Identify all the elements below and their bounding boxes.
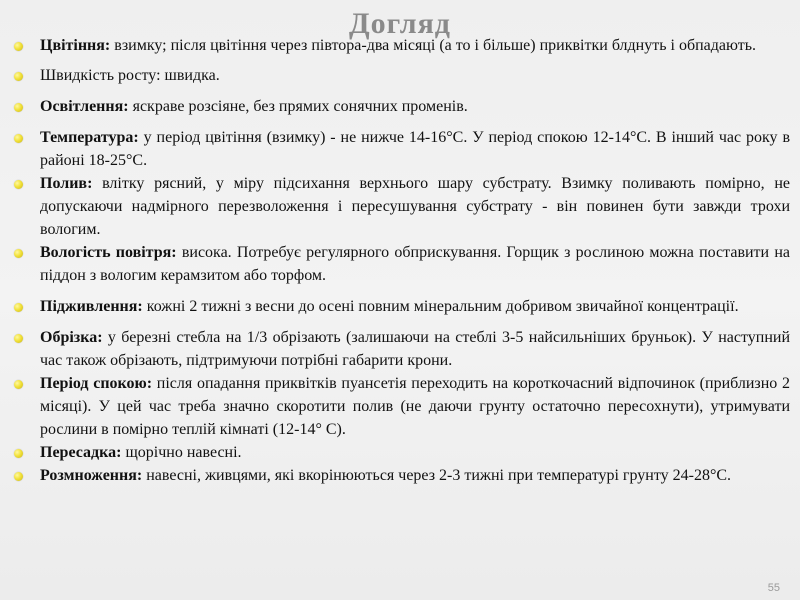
list-item-watering (14, 172, 790, 241)
item-label: Полив: (40, 175, 93, 192)
item-label: Розмноження: (40, 467, 143, 484)
list-item-repotting (14, 441, 790, 464)
item-label: Підживлення: (40, 298, 143, 315)
item-text: Швидкість росту: швидка. (40, 67, 220, 84)
list-item-lighting (14, 95, 790, 118)
item-text: щорічно навесні. (121, 444, 242, 461)
page-number: 55 (767, 582, 780, 594)
item-text: у березні стебла на 1/3 обрізають (залишаючи на стеблі 3-5 найсильніших бруньок). У наступний час також обрізають, підтримуючи потрібні габарити крони. (40, 329, 790, 369)
list-item-humidity (14, 241, 790, 287)
item-label: Цвітіння: (40, 37, 111, 54)
list-item-flowering (14, 34, 790, 57)
item-label: Пересадка: (40, 444, 122, 461)
item-label: Період спокою: (40, 375, 153, 392)
bullet-icon (14, 472, 23, 481)
item-text: у період цвітіння (взимку) - не нижче 14-16°С. У період спокою 12-14°С. В інший час року в районі 18-25°С. (40, 129, 790, 169)
item-text: взимку; після цвітіння через півтора-два місяці (а то і більше) приквітки блднуть і обпадають. (110, 37, 757, 54)
item-label: Обрізка: (40, 329, 103, 346)
bullet-icon (14, 449, 23, 458)
list-item-pruning (14, 326, 790, 372)
slide-title: Догляд (349, 7, 451, 40)
item-text: після опадання приквітків пуансетія переходить на короткочасний відпочинок (приблизно 2 місяці). У цей час треба значно скоротити полив (не даючи грунту остаточно пересохнути), утримувати рослини в помірно теплій кімнаті (12-14° С). (40, 375, 791, 438)
item-text: яскраве розсіяне, без прямих сонячних променів. (128, 98, 468, 115)
bullet-icon (14, 72, 23, 81)
item-text: влітку рясний, у міру підсихання верхнього шару субстрату. Взимку поливають помірно, не допускаючи надмірного перезволоження і пересушування субстрату - він повинен бути завжди трохи вологим. (40, 175, 790, 238)
bullet-icon (14, 42, 23, 51)
bullet-icon (14, 249, 23, 258)
item-label: Вологість повітря: (40, 244, 177, 261)
list-item-temperature (14, 126, 790, 172)
care-list (14, 34, 790, 487)
bullet-icon (14, 380, 23, 389)
list-item-growth-rate (14, 64, 790, 87)
item-label: Освітлення: (40, 98, 129, 115)
item-text: кожні 2 тижні з весни до осені повним мінеральним добривом звичайної концентрації. (142, 298, 739, 315)
bullet-icon (14, 180, 23, 189)
list-item-dormancy (14, 372, 790, 441)
bullet-icon (14, 134, 23, 143)
bullet-icon (14, 303, 23, 312)
item-text: висока. Потребує регулярного обприскування. Горщик з рослиною можна поставити на піддон з вологим керамзитом або торфом. (40, 244, 790, 284)
bullet-icon (14, 103, 23, 112)
item-label: Температура: (40, 129, 139, 146)
item-text: навесні, живцями, які вкорінюються через 2-3 тижні при температурі грунту 24-28°С. (142, 467, 732, 484)
bullet-icon (14, 334, 23, 343)
list-item-propagation (14, 464, 790, 487)
list-item-feeding (14, 295, 790, 318)
